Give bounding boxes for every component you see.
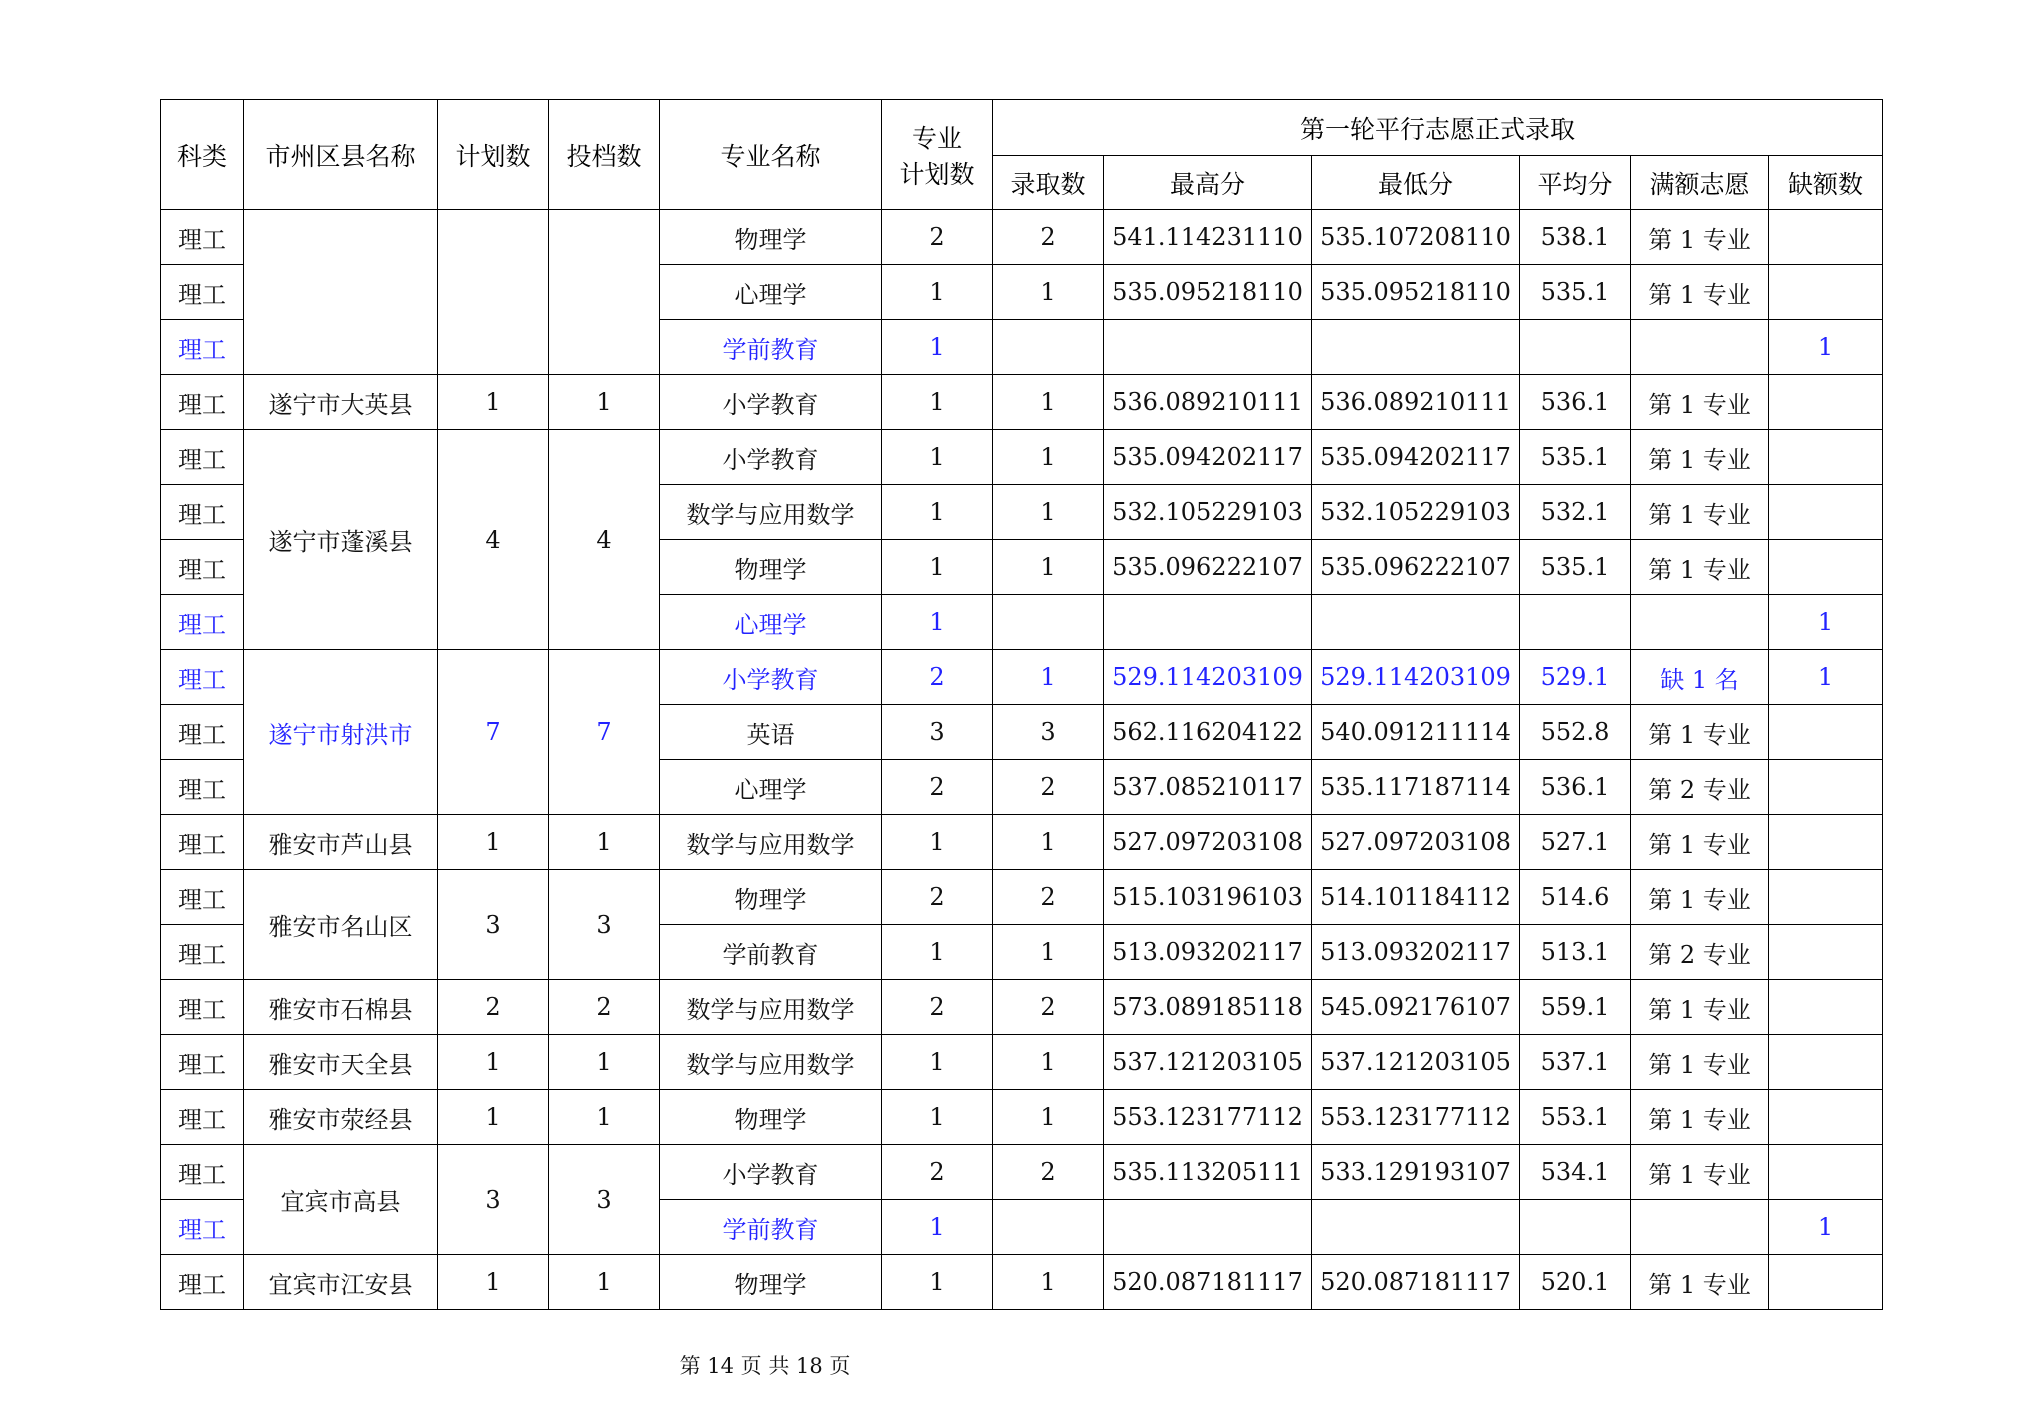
cell-major-plan: 2 [882, 980, 993, 1035]
cell-avg: 535.1 [1520, 265, 1631, 320]
cell-major: 数学与应用数学 [660, 1035, 882, 1090]
cell-short [1769, 980, 1883, 1035]
cell-plan: 1 [438, 1090, 549, 1145]
cell-major-plan: 1 [882, 815, 993, 870]
cell-admitted: 1 [993, 1255, 1104, 1310]
cell-short [1769, 375, 1883, 430]
cell-major: 学前教育 [660, 1200, 882, 1255]
table-row [161, 870, 1883, 925]
cell-min: 553.123177112 [1312, 1090, 1520, 1145]
cell-filed: 3 [549, 870, 660, 980]
cell-region: 宜宾市江安县 [244, 1255, 438, 1310]
cell-major: 心理学 [660, 595, 882, 650]
cell-plan: 3 [438, 1145, 549, 1255]
cell-major-plan: 2 [882, 650, 993, 705]
cell-region: 遂宁市射洪市 [244, 650, 438, 815]
cell-subject: 理工 [161, 650, 244, 705]
cell-major-plan: 2 [882, 210, 993, 265]
cell-pref: 缺 1 名 [1631, 650, 1769, 705]
cell-subject: 理工 [161, 1090, 244, 1145]
cell-max: 535.094202117 [1104, 430, 1312, 485]
cell-max: 513.093202117 [1104, 925, 1312, 980]
cell-pref: 第 1 专业 [1631, 540, 1769, 595]
admission-table-container [160, 99, 1882, 1310]
cell-subject: 理工 [161, 925, 244, 980]
cell-region: 雅安市名山区 [244, 870, 438, 980]
cell-avg [1520, 1200, 1631, 1255]
cell-pref: 第 1 专业 [1631, 870, 1769, 925]
cell-region: 雅安市石棉县 [244, 980, 438, 1035]
cell-max: 536.089210111 [1104, 375, 1312, 430]
cell-region: 遂宁市大英县 [244, 375, 438, 430]
header-major-plan-line1: 专业 [911, 123, 962, 153]
table-row [161, 210, 1883, 265]
cell-min: 513.093202117 [1312, 925, 1520, 980]
cell-pref: 第 1 专业 [1631, 265, 1769, 320]
cell-max: 537.121203105 [1104, 1035, 1312, 1090]
header-major-plan [882, 100, 993, 210]
cell-short [1769, 1145, 1883, 1200]
cell-max: 562.116204122 [1104, 705, 1312, 760]
table-row [161, 815, 1883, 870]
cell-max: 541.114231110 [1104, 210, 1312, 265]
cell-major-plan: 1 [882, 925, 993, 980]
header-filed: 投档数 [549, 100, 660, 210]
header-subject: 科类 [161, 100, 244, 210]
cell-pref: 第 1 专业 [1631, 980, 1769, 1035]
cell-max [1104, 595, 1312, 650]
cell-pref: 第 2 专业 [1631, 760, 1769, 815]
cell-major: 学前教育 [660, 320, 882, 375]
cell-short [1769, 705, 1883, 760]
cell-short [1769, 430, 1883, 485]
cell-max: 529.114203109 [1104, 650, 1312, 705]
cell-major-plan: 1 [882, 320, 993, 375]
cell-major-plan: 1 [882, 1090, 993, 1145]
cell-pref: 第 2 专业 [1631, 925, 1769, 980]
cell-region: 雅安市天全县 [244, 1035, 438, 1090]
cell-min [1312, 595, 1520, 650]
cell-subject: 理工 [161, 815, 244, 870]
cell-max: 532.105229103 [1104, 485, 1312, 540]
page-footer: 第 14 页 共 18 页 [679, 1354, 851, 1378]
cell-pref [1631, 595, 1769, 650]
cell-admitted: 2 [993, 870, 1104, 925]
cell-admitted: 1 [993, 375, 1104, 430]
cell-min: 533.129193107 [1312, 1145, 1520, 1200]
cell-pref: 第 1 专业 [1631, 1090, 1769, 1145]
cell-major: 小学教育 [660, 430, 882, 485]
cell-filed: 2 [549, 980, 660, 1035]
cell-short: 1 [1769, 1200, 1883, 1255]
cell-plan [438, 210, 549, 375]
cell-short [1769, 265, 1883, 320]
admission-table [160, 99, 1883, 1310]
cell-pref: 第 1 专业 [1631, 705, 1769, 760]
cell-subject: 理工 [161, 1200, 244, 1255]
cell-min: 536.089210111 [1312, 375, 1520, 430]
cell-plan: 3 [438, 870, 549, 980]
cell-admitted: 1 [993, 430, 1104, 485]
cell-region: 宜宾市高县 [244, 1145, 438, 1255]
table-row [161, 1255, 1883, 1310]
cell-avg: 529.1 [1520, 650, 1631, 705]
cell-region: 遂宁市蓬溪县 [244, 430, 438, 650]
cell-plan: 1 [438, 815, 549, 870]
cell-short [1769, 1255, 1883, 1310]
cell-max [1104, 1200, 1312, 1255]
cell-short [1769, 485, 1883, 540]
header-full-pref: 满额志愿 [1631, 156, 1769, 210]
cell-subject: 理工 [161, 870, 244, 925]
cell-avg: 534.1 [1520, 1145, 1631, 1200]
cell-filed: 1 [549, 1090, 660, 1145]
cell-min: 540.091211114 [1312, 705, 1520, 760]
cell-max: 520.087181117 [1104, 1255, 1312, 1310]
cell-admitted [993, 595, 1104, 650]
cell-admitted: 1 [993, 1090, 1104, 1145]
cell-max: 515.103196103 [1104, 870, 1312, 925]
cell-major-plan: 1 [882, 485, 993, 540]
cell-max: 535.096222107 [1104, 540, 1312, 595]
cell-pref: 第 1 专业 [1631, 1255, 1769, 1310]
cell-major-plan: 1 [882, 1255, 993, 1310]
cell-short: 1 [1769, 595, 1883, 650]
cell-major: 数学与应用数学 [660, 485, 882, 540]
cell-min [1312, 1200, 1520, 1255]
cell-plan: 4 [438, 430, 549, 650]
cell-min: 537.121203105 [1312, 1035, 1520, 1090]
cell-major: 心理学 [660, 760, 882, 815]
cell-major: 英语 [660, 705, 882, 760]
header-region: 市州区县名称 [244, 100, 438, 210]
table-row [161, 980, 1883, 1035]
table-row [161, 1090, 1883, 1145]
cell-region [244, 210, 438, 375]
cell-min: 529.114203109 [1312, 650, 1520, 705]
cell-subject: 理工 [161, 1255, 244, 1310]
cell-admitted [993, 320, 1104, 375]
cell-subject: 理工 [161, 540, 244, 595]
cell-filed [549, 210, 660, 375]
cell-admitted: 1 [993, 540, 1104, 595]
cell-major: 心理学 [660, 265, 882, 320]
header-round: 第一轮平行志愿正式录取 [993, 100, 1883, 156]
cell-region: 雅安市荥经县 [244, 1090, 438, 1145]
cell-major-plan: 1 [882, 1200, 993, 1255]
cell-major: 数学与应用数学 [660, 815, 882, 870]
cell-major: 小学教育 [660, 650, 882, 705]
cell-major: 小学教育 [660, 1145, 882, 1200]
cell-admitted: 2 [993, 980, 1104, 1035]
cell-admitted: 2 [993, 760, 1104, 815]
cell-region: 雅安市芦山县 [244, 815, 438, 870]
cell-min: 535.117187114 [1312, 760, 1520, 815]
cell-major-plan: 1 [882, 595, 993, 650]
cell-major: 学前教育 [660, 925, 882, 980]
cell-major-plan: 1 [882, 1035, 993, 1090]
header-major-plan-line2: 计划数 [899, 159, 975, 189]
cell-pref: 第 1 专业 [1631, 375, 1769, 430]
cell-pref [1631, 320, 1769, 375]
cell-major: 物理学 [660, 540, 882, 595]
table-row [161, 1035, 1883, 1090]
cell-short [1769, 925, 1883, 980]
header-avg: 平均分 [1520, 156, 1631, 210]
cell-avg: 513.1 [1520, 925, 1631, 980]
cell-plan: 1 [438, 375, 549, 430]
cell-avg: 537.1 [1520, 1035, 1631, 1090]
cell-avg: 536.1 [1520, 375, 1631, 430]
cell-short [1769, 1090, 1883, 1145]
cell-subject: 理工 [161, 705, 244, 760]
header-major: 专业名称 [660, 100, 882, 210]
cell-filed: 1 [549, 1035, 660, 1090]
cell-plan: 1 [438, 1035, 549, 1090]
cell-subject: 理工 [161, 485, 244, 540]
cell-pref: 第 1 专业 [1631, 1035, 1769, 1090]
cell-major-plan: 1 [882, 375, 993, 430]
cell-major: 物理学 [660, 1090, 882, 1145]
cell-min: 532.105229103 [1312, 485, 1520, 540]
cell-major-plan: 2 [882, 760, 993, 815]
cell-min: 527.097203108 [1312, 815, 1520, 870]
cell-short [1769, 1035, 1883, 1090]
cell-max: 573.089185118 [1104, 980, 1312, 1035]
cell-major-plan: 1 [882, 430, 993, 485]
table-row [161, 430, 1883, 485]
cell-subject: 理工 [161, 1145, 244, 1200]
cell-admitted: 1 [993, 1035, 1104, 1090]
header-shortfall: 缺额数 [1769, 156, 1883, 210]
cell-min: 545.092176107 [1312, 980, 1520, 1035]
cell-admitted: 3 [993, 705, 1104, 760]
cell-major-plan: 2 [882, 870, 993, 925]
cell-min: 520.087181117 [1312, 1255, 1520, 1310]
cell-major: 物理学 [660, 210, 882, 265]
cell-pref: 第 1 专业 [1631, 485, 1769, 540]
cell-short [1769, 815, 1883, 870]
table-row [161, 1145, 1883, 1200]
cell-filed: 3 [549, 1145, 660, 1255]
cell-avg: 532.1 [1520, 485, 1631, 540]
cell-filed: 1 [549, 1255, 660, 1310]
header-min: 最低分 [1312, 156, 1520, 210]
table-row [161, 375, 1883, 430]
header-plan: 计划数 [438, 100, 549, 210]
cell-filed: 1 [549, 375, 660, 430]
cell-subject: 理工 [161, 375, 244, 430]
cell-min [1312, 320, 1520, 375]
cell-subject: 理工 [161, 430, 244, 485]
cell-filed: 7 [549, 650, 660, 815]
header-max: 最高分 [1104, 156, 1312, 210]
cell-avg: 536.1 [1520, 760, 1631, 815]
cell-max: 535.113205111 [1104, 1145, 1312, 1200]
cell-major-plan: 1 [882, 540, 993, 595]
cell-max: 535.095218110 [1104, 265, 1312, 320]
header-admitted: 录取数 [993, 156, 1104, 210]
cell-avg: 552.8 [1520, 705, 1631, 760]
cell-avg: 559.1 [1520, 980, 1631, 1035]
cell-plan: 2 [438, 980, 549, 1035]
cell-subject: 理工 [161, 980, 244, 1035]
cell-admitted [993, 1200, 1104, 1255]
cell-pref: 第 1 专业 [1631, 1145, 1769, 1200]
cell-min: 535.107208110 [1312, 210, 1520, 265]
cell-max: 553.123177112 [1104, 1090, 1312, 1145]
cell-subject: 理工 [161, 320, 244, 375]
cell-subject: 理工 [161, 210, 244, 265]
cell-max: 537.085210117 [1104, 760, 1312, 815]
cell-pref [1631, 1200, 1769, 1255]
cell-avg: 535.1 [1520, 540, 1631, 595]
cell-avg: 538.1 [1520, 210, 1631, 265]
cell-avg: 520.1 [1520, 1255, 1631, 1310]
cell-avg [1520, 320, 1631, 375]
cell-admitted: 1 [993, 265, 1104, 320]
cell-short [1769, 760, 1883, 815]
cell-avg: 553.1 [1520, 1090, 1631, 1145]
cell-max: 527.097203108 [1104, 815, 1312, 870]
cell-avg: 535.1 [1520, 430, 1631, 485]
cell-avg: 514.6 [1520, 870, 1631, 925]
cell-major: 数学与应用数学 [660, 980, 882, 1035]
cell-major-plan: 2 [882, 1145, 993, 1200]
cell-short: 1 [1769, 650, 1883, 705]
cell-pref: 第 1 专业 [1631, 210, 1769, 265]
cell-admitted: 1 [993, 815, 1104, 870]
cell-major: 小学教育 [660, 375, 882, 430]
table-row [161, 650, 1883, 705]
cell-filed: 4 [549, 430, 660, 650]
cell-admitted: 1 [993, 650, 1104, 705]
cell-min: 535.096222107 [1312, 540, 1520, 595]
cell-min: 514.101184112 [1312, 870, 1520, 925]
cell-min: 535.094202117 [1312, 430, 1520, 485]
cell-admitted: 2 [993, 1145, 1104, 1200]
cell-subject: 理工 [161, 1035, 244, 1090]
cell-short [1769, 210, 1883, 265]
cell-max [1104, 320, 1312, 375]
cell-plan: 7 [438, 650, 549, 815]
cell-plan: 1 [438, 1255, 549, 1310]
cell-subject: 理工 [161, 760, 244, 815]
cell-major: 物理学 [660, 870, 882, 925]
cell-short: 1 [1769, 320, 1883, 375]
cell-subject: 理工 [161, 595, 244, 650]
cell-major-plan: 3 [882, 705, 993, 760]
cell-min: 535.095218110 [1312, 265, 1520, 320]
cell-filed: 1 [549, 815, 660, 870]
cell-avg: 527.1 [1520, 815, 1631, 870]
cell-short [1769, 540, 1883, 595]
cell-pref: 第 1 专业 [1631, 815, 1769, 870]
cell-pref: 第 1 专业 [1631, 430, 1769, 485]
cell-admitted: 1 [993, 485, 1104, 540]
cell-admitted: 1 [993, 925, 1104, 980]
cell-avg [1520, 595, 1631, 650]
cell-admitted: 2 [993, 210, 1104, 265]
cell-major-plan: 1 [882, 265, 993, 320]
cell-short [1769, 870, 1883, 925]
cell-subject: 理工 [161, 265, 244, 320]
cell-major: 物理学 [660, 1255, 882, 1310]
